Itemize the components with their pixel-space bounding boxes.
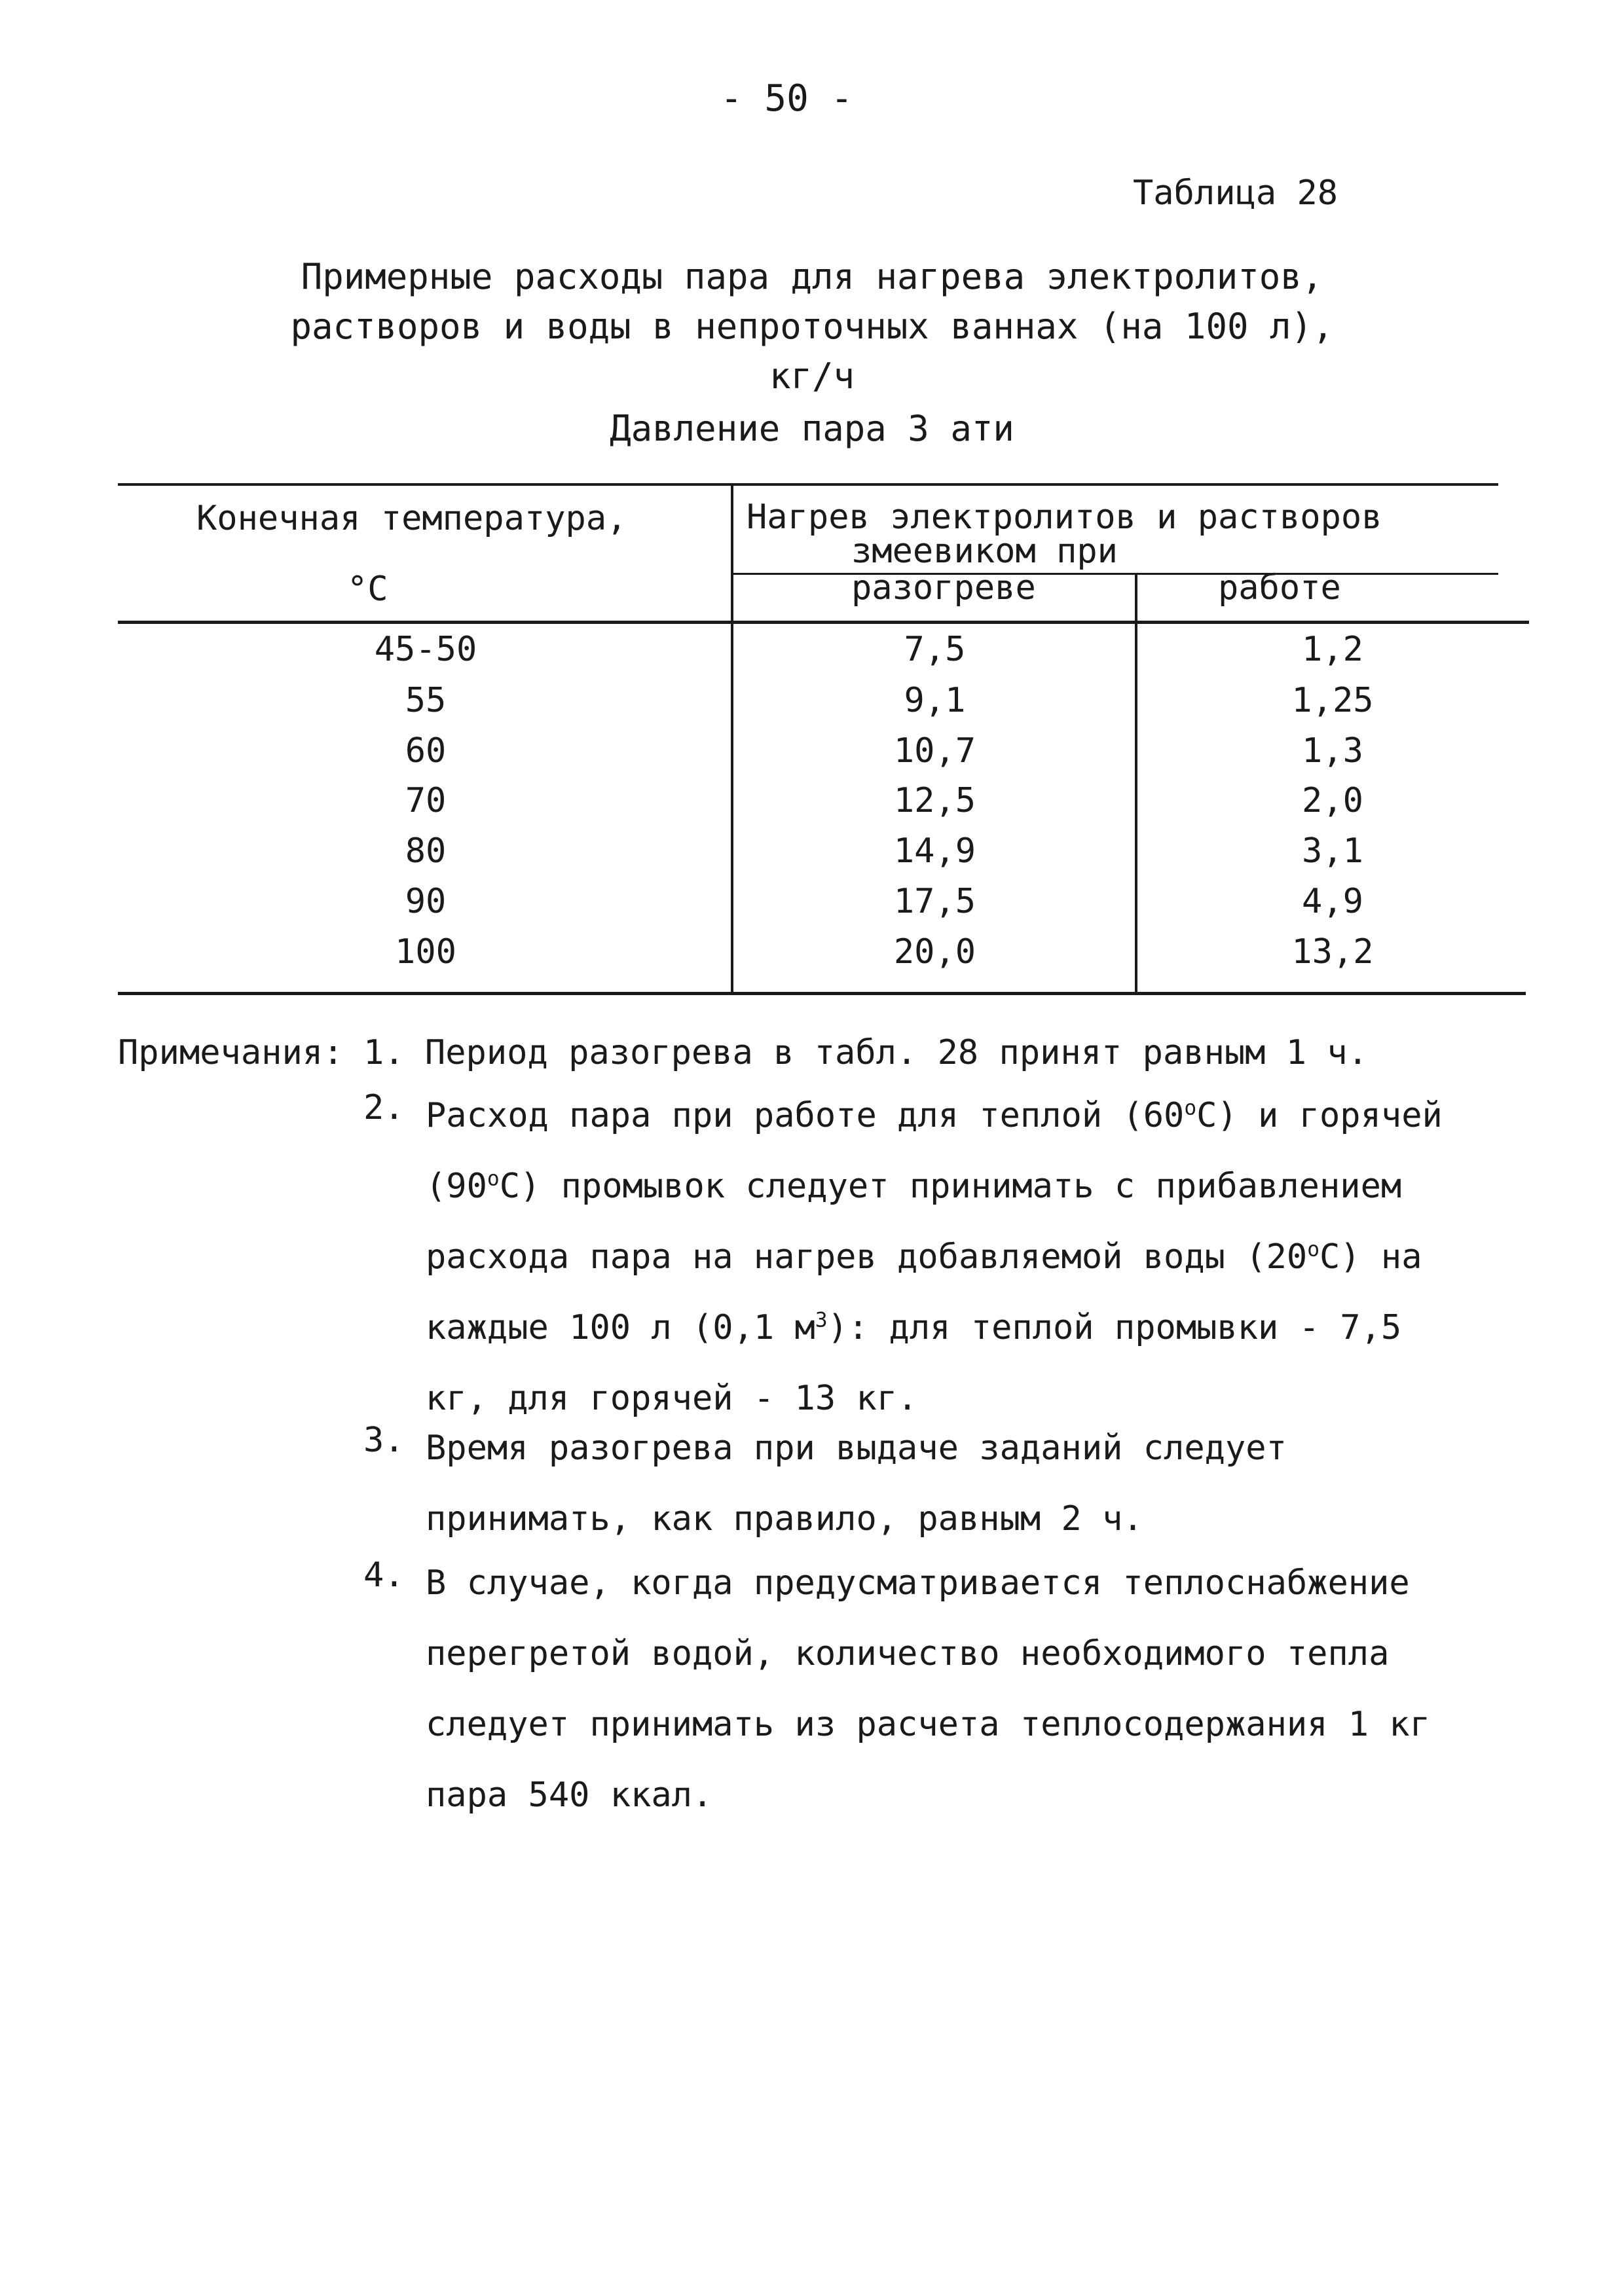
table-top-rule [118,483,1498,486]
col-header-temperature: Конечная температура, [196,499,627,538]
group-header-heating-sub: змеевиком при [851,532,1118,571]
notes-heading: Примечания: [118,1033,344,1072]
cell-operation: 4,9 [1302,882,1363,921]
col-header-temperature-unit: °С [347,570,388,609]
cell-warmup: 12,5 [893,781,976,820]
cell-operation: 2,0 [1302,781,1363,820]
degree-sign: о [1184,1096,1197,1120]
note-2-part-a: Расход пара при работе для теплой (60 [426,1096,1185,1135]
note-2-part-b: С) и горячей (90 [426,1096,1443,1206]
table-title-line-3: кг/ч [769,355,855,397]
cell-operation: 3,1 [1302,831,1363,871]
col-header-warmup: разогреве [851,568,1036,608]
note-3: Время разогрева при выдаче заданий следует принимать, как правило, равным 2 ч. [426,1429,1287,1539]
note-2 [426,1080,1460,1434]
cell-warmup: 10,7 [893,731,976,771]
col-header-operation: работе [1218,568,1341,608]
cell-operation: 1,3 [1302,731,1363,771]
cell-warmup: 7,5 [904,630,966,669]
table-subtitle: Давление пара 3 ати [610,408,1014,449]
note-3-number: 3. [363,1421,405,1460]
cell-warmup: 9,1 [904,681,966,720]
cell-temperature: 100 [395,932,456,972]
note-2-part-c: С) промывок следует принимать с прибавлением расхода пара на нагрев добавляемой воды (20 [426,1167,1402,1277]
cell-operation: 13,2 [1291,932,1374,972]
page-number: - 50 - [720,77,853,120]
table-bottom-rule [118,992,1526,995]
degree-sign: о [487,1167,500,1191]
cell-temperature: 60 [405,731,447,771]
table-title-line-1: Примерные расходы пара для нагрева электролитов, [301,256,1323,297]
table-group-rule [733,573,1498,575]
cube-superscript: 3 [815,1308,828,1332]
degree-sign: о [1307,1237,1320,1262]
note-4: В случае, когда предусматривается теплоснабжение перегретой водой, количество необходимого тепла следует принимать из расчета теплосодержания 1 кг пара 540 ккал. [426,1563,1431,1815]
cell-warmup: 14,9 [893,831,976,871]
cell-operation: 1,2 [1302,630,1363,669]
cell-temperature: 70 [405,781,447,820]
note-2-part-d: С) на каждые 100 л (0,1 м [426,1237,1422,1347]
cell-temperature: 80 [405,831,447,871]
table-label: Таблица 28 [1133,173,1338,213]
cell-temperature: 90 [405,882,447,921]
cell-temperature: 55 [405,681,447,720]
cell-operation: 1,25 [1291,681,1374,720]
note-2-number: 2. [363,1088,405,1127]
group-header-heating: Нагрев электролитов и растворов [747,498,1382,537]
table-header-rule [118,621,1529,624]
note-1: 1. Период разогрева в табл. 28 принят равным 1 ч. [363,1033,1369,1072]
note-2-part-e: ): для теплой промывки - 7,5 кг, для горячей - 13 кг. [426,1308,1402,1418]
table-title-line-2: растворов и воды в непроточных ваннах (на 100 л), [290,306,1334,347]
cell-warmup: 20,0 [893,932,976,972]
cell-warmup: 17,5 [893,882,976,921]
cell-temperature: 45-50 [374,630,477,669]
note-4-number: 4. [363,1556,405,1595]
